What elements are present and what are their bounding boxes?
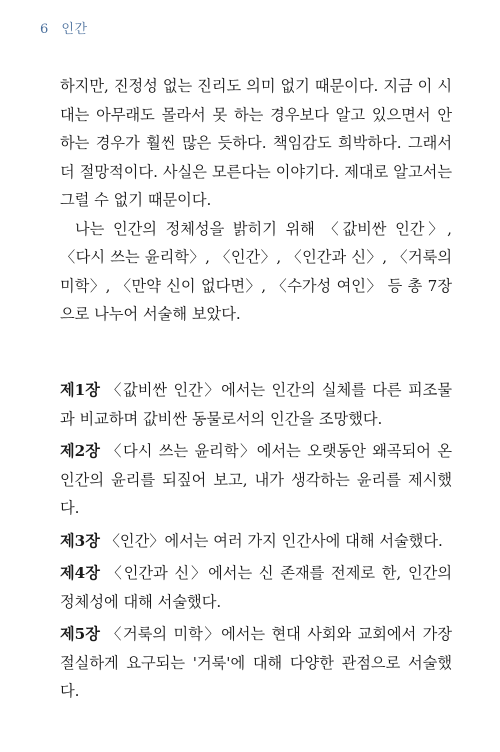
chapter-label: 제5장 [60, 625, 100, 643]
chapter-summary [60, 437, 452, 523]
chapter-description: 〈다시 쓰는 윤리학〉에서는 오랫동안 왜곡되어 온 인간의 윤리를 되짚어 보고, 내가 생각하는 윤리를 제시했다. [60, 442, 452, 517]
chapter-summary [60, 620, 452, 706]
paragraph: 하지만, 진정성 없는 진리도 의미 없기 때문이다. 지금 이 시대는 아무래도 몰라서 못 하는 경우보다 알고 있으면서 안 하는 경우가 훨씬 많은 듯하다. 책임감도 희박하다. 그래서 더 절망적이다. 사실은 모른다는 이야기다. 제대로 알고서는 그럴 수 없기 때문이다. [60, 77, 452, 209]
chapter-summary-list [60, 376, 452, 710]
page-number: 6 [40, 22, 49, 37]
chapter-description: 〈값비싼 인간〉에서는 인간의 실체를 다른 피조물과 비교하며 값비싼 동물로서의 인간을 조망했다. [60, 381, 452, 428]
chapter-label: 제3장 [60, 531, 100, 550]
chapter-summary [60, 559, 452, 616]
paragraph: 나는 인간의 정체성을 밝히기 위해 〈값비싼 인간〉, 〈다시 쓰는 윤리학〉, 〈인간〉, 〈인간과 신〉, 〈거룩의 미학〉, 〈만약 신이 없다면〉, 〈수가성 여인〉 등 총 7장으로 나누어 서술해 보았다. [60, 219, 452, 323]
chapter-description: 〈인간과 신〉에서는 신 존재를 전제로 한, 인간의 정체성에 대해 서술했다. [60, 564, 452, 611]
chapter-label: 제2장 [60, 442, 100, 460]
chapter-label: 제1장 [60, 381, 100, 399]
chapter-summary [60, 376, 452, 433]
chapter-label: 제4장 [60, 564, 100, 582]
chapter-description: 〈인간〉에서는 여러 가지 인간사에 대해 서술했다. [99, 531, 443, 550]
running-head [40, 18, 88, 37]
body-text [60, 72, 452, 329]
chapter-summary [60, 527, 452, 556]
chapter-description: 〈거룩의 미학〉에서는 현대 사회와 교회에서 가장 절실하게 요구되는 '거룩'에 대해 다양한 관점으로 서술했다. [60, 625, 452, 700]
running-head-title: 인간 [61, 22, 88, 37]
